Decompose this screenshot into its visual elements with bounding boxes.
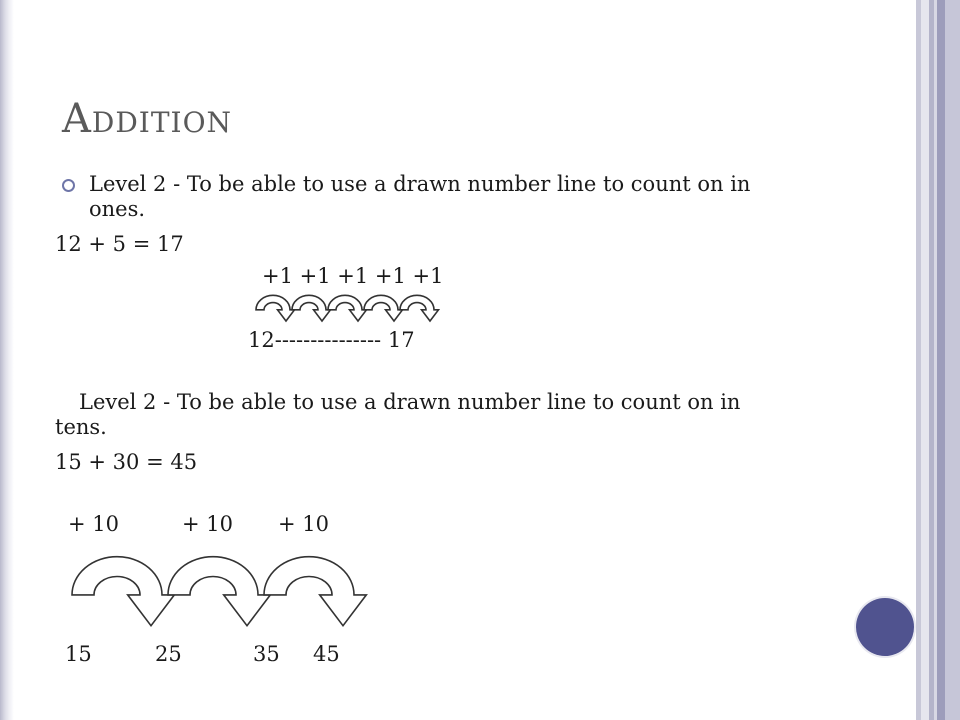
jump-labels-ones: +1 +1 +1 +1 +1 <box>262 264 444 288</box>
objective-ones-line1: Level 2 - To be able to use a drawn number line to count on in <box>89 172 751 196</box>
number-label: 35 <box>253 642 280 666</box>
objective-ones-line2: ones. <box>89 197 146 221</box>
bullet-icon <box>62 179 75 192</box>
right-stripe <box>945 0 960 720</box>
number-label: 25 <box>155 642 182 666</box>
right-stripe <box>937 0 945 720</box>
jump-arrow-icon <box>292 295 330 321</box>
jump-arrow-icon <box>400 295 438 321</box>
equation-tens: 15 + 30 = 45 <box>55 450 198 474</box>
right-stripe <box>921 0 929 720</box>
decorative-circle <box>856 598 914 656</box>
number-line-ones: 12--------------- 17 <box>248 328 415 352</box>
number-label: 15 <box>65 642 92 666</box>
jump-label: + 10 <box>278 512 329 536</box>
jump-arrow-icon <box>168 557 270 626</box>
objective-tens-line1: Level 2 - To be able to use a drawn number line to count on in <box>79 390 741 414</box>
jump-arrows-tens <box>66 552 376 632</box>
jump-arrows-ones <box>250 290 450 330</box>
jump-arrow-icon <box>264 557 366 626</box>
number-label: 45 <box>313 642 340 666</box>
slide-title: Addition <box>62 96 233 142</box>
jump-arrow-icon <box>72 557 174 626</box>
jump-arrow-icon <box>328 295 366 321</box>
left-border <box>0 0 14 720</box>
equation-ones: 12 + 5 = 17 <box>55 232 184 256</box>
jump-label: + 10 <box>68 512 119 536</box>
jump-arrow-icon <box>364 295 402 321</box>
jump-label: + 10 <box>182 512 233 536</box>
jump-arrow-icon <box>256 295 294 321</box>
objective-tens-line2: tens. <box>55 415 107 439</box>
